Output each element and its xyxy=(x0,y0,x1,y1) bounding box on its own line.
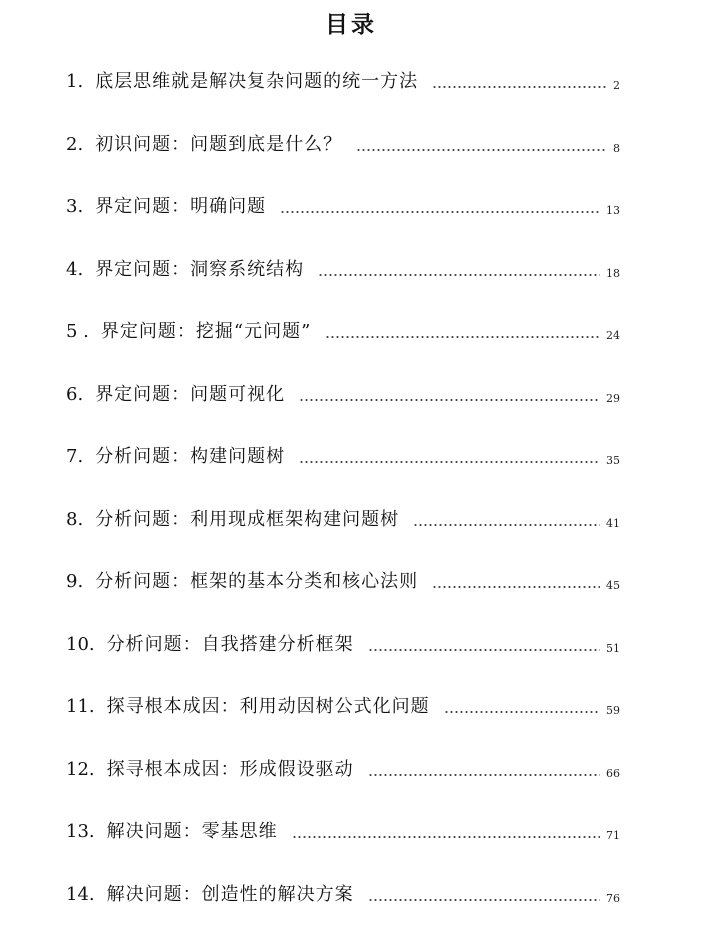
toc-entry-label: 解决问题：创造性的解决方案 xyxy=(106,884,354,905)
toc-entry-page: 71 xyxy=(606,829,620,842)
toc-entry-6[interactable] xyxy=(66,380,620,410)
toc-entry-page: 35 xyxy=(606,454,620,467)
toc-entry-page: 59 xyxy=(606,704,620,717)
dot-leader xyxy=(292,836,600,838)
toc-entry-page: 13 xyxy=(606,204,620,217)
toc-entry-number: 11. xyxy=(66,696,95,717)
toc-entry-number: 4. xyxy=(66,259,84,280)
dot-leader xyxy=(368,649,600,651)
toc-entry-number: 12. xyxy=(66,759,95,780)
dot-leader xyxy=(432,586,600,588)
toc-entry-page: 66 xyxy=(606,767,620,780)
toc-entry-label: 初识问题：问题到底是什么？ xyxy=(95,134,343,155)
toc-entry-page: 45 xyxy=(606,579,620,592)
toc-entry-14[interactable] xyxy=(66,880,620,910)
toc-entry-number: 5 . xyxy=(66,321,89,342)
toc-entry-3[interactable] xyxy=(66,192,620,222)
toc-entry-4[interactable] xyxy=(66,255,620,285)
dot-leader xyxy=(318,274,600,276)
toc-entry-page: 76 xyxy=(606,892,620,905)
dot-leader xyxy=(368,899,600,901)
toc-entry-11[interactable] xyxy=(66,692,620,722)
toc-entry-13[interactable] xyxy=(66,817,620,847)
toc-entry-label: 分析问题：利用现成框架构建问题树 xyxy=(95,509,400,530)
toc-entry-label: 分析问题：构建问题树 xyxy=(95,446,286,467)
dot-leader xyxy=(356,149,607,151)
toc-entry-number: 3. xyxy=(66,196,84,217)
toc-entry-page: 18 xyxy=(606,267,620,280)
toc-entry-page: 2 xyxy=(613,79,620,92)
toc-entry-2[interactable] xyxy=(66,130,620,160)
toc-entry-9[interactable] xyxy=(66,567,620,597)
toc-entry-5[interactable] xyxy=(66,317,620,347)
page-title: 目录 xyxy=(325,12,377,38)
toc-entry-number: 14. xyxy=(66,884,95,905)
toc-entry-number: 8. xyxy=(66,509,84,530)
toc-entry-label: 底层思维就是解决复杂问题的统一方法 xyxy=(95,71,419,92)
toc-entry-page: 51 xyxy=(606,642,620,655)
dot-leader xyxy=(432,86,607,88)
toc-entry-number: 2. xyxy=(66,134,84,155)
toc-entry-number: 1. xyxy=(66,71,84,92)
toc-entry-label: 界定问题：挖掘“元问题” xyxy=(100,321,312,342)
toc-entry-number: 7. xyxy=(66,446,84,467)
dot-leader xyxy=(299,461,600,463)
toc-entry-label: 解决问题：零基思维 xyxy=(106,821,278,842)
toc-entry-label: 分析问题：框架的基本分类和核心法则 xyxy=(95,571,419,592)
toc-entry-label: 界定问题：明确问题 xyxy=(95,196,267,217)
toc-entry-12[interactable] xyxy=(66,755,620,785)
dot-leader xyxy=(280,211,600,213)
toc-entry-page: 24 xyxy=(606,329,620,342)
toc-entry-label: 界定问题：洞察系统结构 xyxy=(95,259,305,280)
toc-entry-number: 13. xyxy=(66,821,95,842)
dot-leader xyxy=(368,774,600,776)
toc-entry-1[interactable] xyxy=(66,67,620,97)
toc-entry-page: 29 xyxy=(606,392,620,405)
dot-leader xyxy=(325,336,600,338)
toc-entry-7[interactable] xyxy=(66,442,620,472)
toc-entry-page: 8 xyxy=(613,142,620,155)
toc-entry-label: 探寻根本成因：利用动因树公式化问题 xyxy=(106,696,430,717)
toc-entry-8[interactable] xyxy=(66,505,620,535)
toc-entry-number: 10. xyxy=(66,634,95,655)
dot-leader xyxy=(444,711,600,713)
toc-entry-number: 9. xyxy=(66,571,84,592)
dot-leader xyxy=(413,524,600,526)
toc-entry-number: 6. xyxy=(66,384,84,405)
toc-entry-label: 分析问题：自我搭建分析框架 xyxy=(106,634,354,655)
toc-entry-page: 41 xyxy=(606,517,620,530)
dot-leader xyxy=(299,399,600,401)
toc-entry-label: 界定问题：问题可视化 xyxy=(95,384,286,405)
toc-entry-10[interactable] xyxy=(66,630,620,660)
toc-entry-label: 探寻根本成因：形成假设驱动 xyxy=(106,759,354,780)
